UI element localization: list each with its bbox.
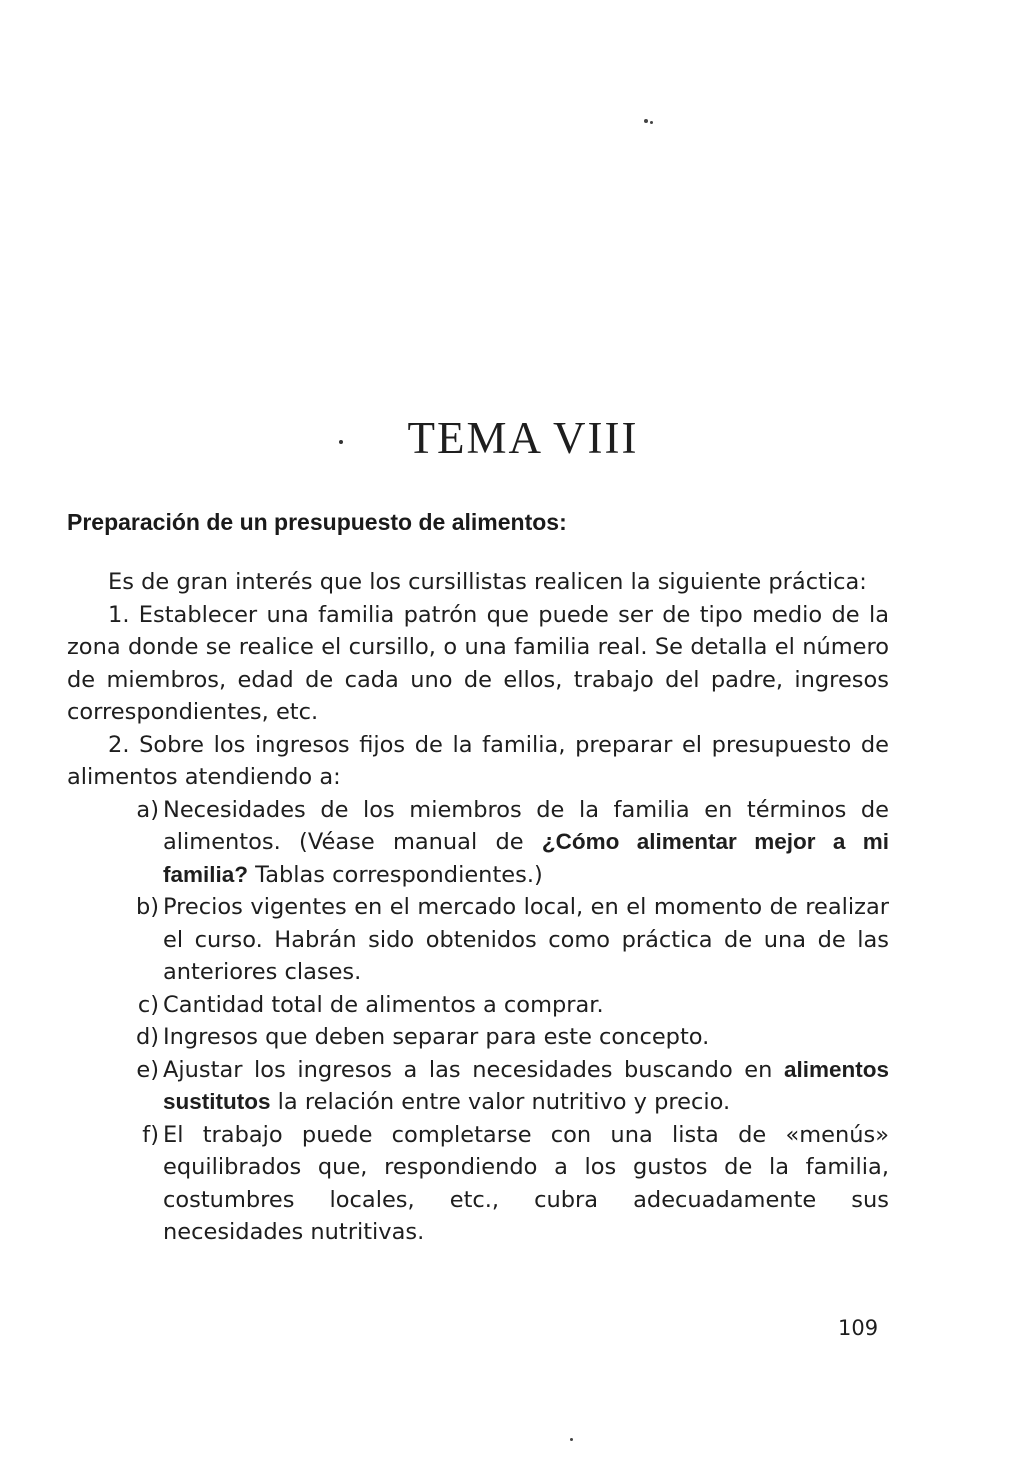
- list-item-a: [67, 794, 889, 892]
- scan-speck: [644, 119, 648, 123]
- item-marker: b): [135, 894, 159, 920]
- item-text: Ingresos que deben separar para este concepto.: [163, 1024, 710, 1050]
- scan-speck: [650, 121, 653, 124]
- item-text: Precios vigentes en el mercado local, en el momento de realizar el curso. Habrán sido obtenidos como práctica de una de las anteriores clases.: [163, 894, 889, 985]
- point-text: Sobre los ingresos fijos de la familia, preparar el presupuesto de alimentos atendiendo a:: [67, 731, 889, 790]
- item-text: [163, 1054, 889, 1119]
- intro-paragraph: Es de gran interés que los cursillistas realicen la siguiente práctica:: [108, 569, 867, 595]
- item-text-part: Tablas correspondientes.): [248, 861, 543, 888]
- list-item-f: [67, 1119, 889, 1249]
- point-number: 2.: [108, 731, 130, 758]
- section-heading: Preparación de un presupuesto de alimentos:: [67, 509, 567, 535]
- list-item-e: [67, 1054, 889, 1119]
- manual-title: ¿Cómo alimentar mejor a mi familia?: [163, 829, 889, 887]
- item-marker: a): [136, 796, 159, 823]
- scan-speck: [570, 1438, 573, 1441]
- item-marker: f): [142, 1121, 159, 1148]
- item-text-part: Necesidades de los miembros de la familia en términos de alimentos. (Véase manual de: [163, 796, 889, 855]
- bold-term: alimentos sustitutos: [163, 1056, 889, 1114]
- page-number: 109: [838, 1316, 879, 1340]
- item-marker: e): [136, 1056, 159, 1083]
- item-text: [163, 794, 889, 892]
- item-text: El trabajo puede completarse con una lista de «menús» equilibrados que, respondiendo a los gustos de la familia, costumbres locales, etc., cubra adecuadamente sus necesidades nutritivas.: [163, 1121, 889, 1245]
- item-marker: d): [135, 1024, 159, 1050]
- item-text-part: la relación entre valor nutritivo y precio.: [270, 1089, 731, 1115]
- body-text: [67, 566, 889, 1249]
- numbered-point-2: [67, 729, 889, 794]
- point-text: Establecer una familia patrón que puede ser de tipo medio de la zona donde se realice el cursillo, o una familia real. Se detalla el número de miembros, edad de cada uno de ellos, trabajo del padre, ingresos correspondientes, etc.: [67, 601, 889, 725]
- list-item-d: [67, 1021, 889, 1054]
- item-marker: c): [137, 991, 159, 1018]
- numbered-point-1: [67, 599, 889, 729]
- chapter-title: TEMA VIII: [407, 413, 639, 463]
- list-item-b: [67, 891, 889, 989]
- item-text-part: Ajustar los ingresos a las necesidades buscando en: [163, 1056, 784, 1083]
- item-text: Cantidad total de alimentos a comprar.: [163, 991, 604, 1018]
- list-item-c: [67, 989, 889, 1022]
- point-number: 1.: [108, 601, 130, 628]
